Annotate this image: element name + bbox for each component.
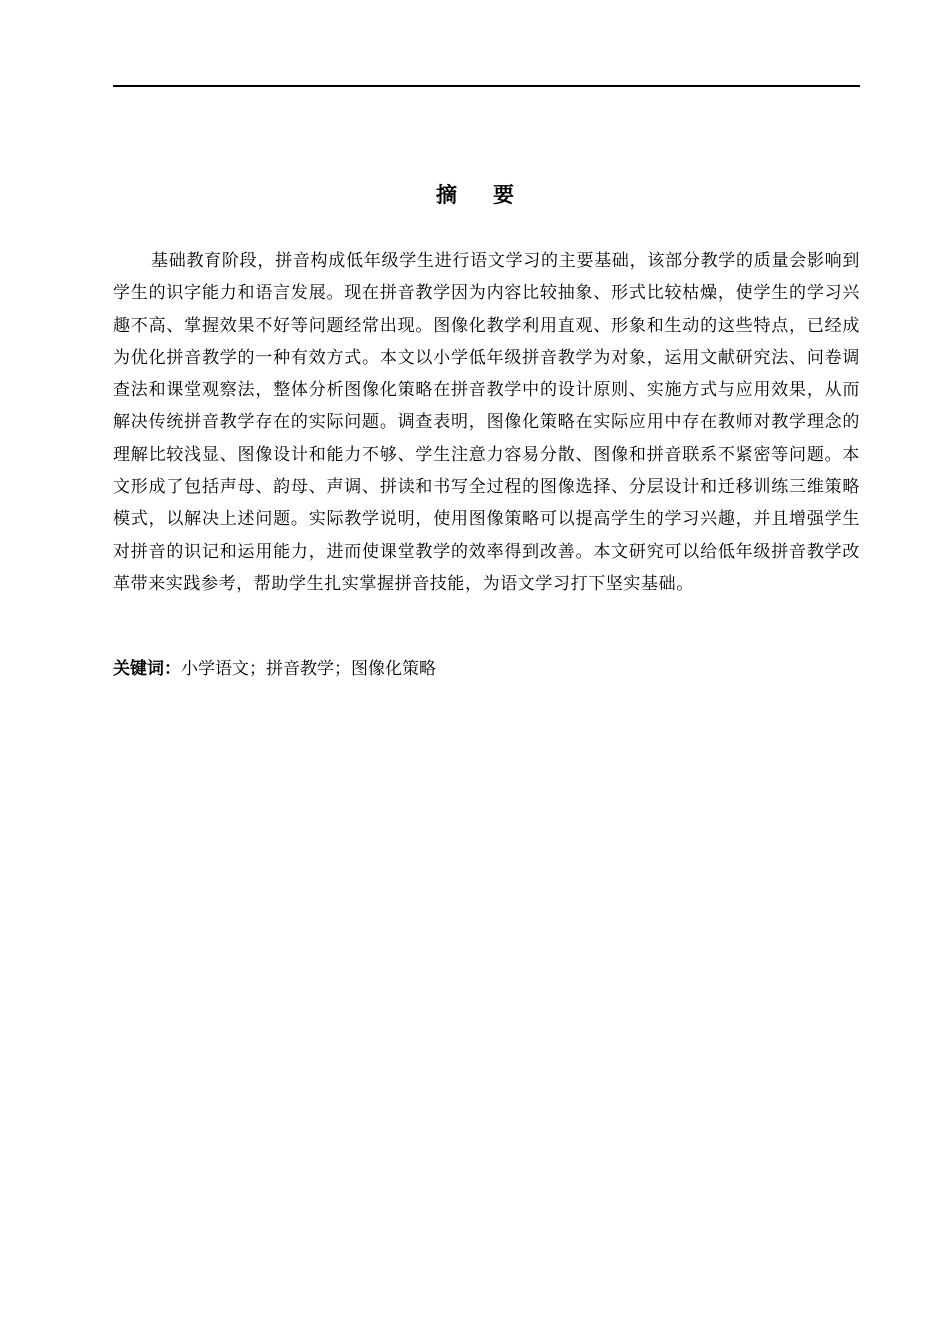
keywords-value: 小学语文；拼音教学；图像化策略 [181, 659, 436, 679]
header-rule [113, 85, 860, 87]
keywords-line [113, 654, 860, 684]
abstract-title: 摘要 [436, 183, 550, 207]
keywords-label: 关键词： [113, 659, 181, 679]
abstract-body: 基础教育阶段，拼音构成低年级学生进行语文学习的主要基础，该部分教学的质量会影响到学生的识字能力和语言发展。现在拼音教学因为内容比较抽象、形式比较枯燥，使学生的学习兴趣不高、掌握效果不好等问题经常出现。图像化教学利用直观、形象和生动的这些特点，已经成为优化拼音教学的一种有效方式。本文以小学低年级拼音教学为对象，运用文献研究法、问卷调查法和课堂观察法，整体分析图像化策略在拼音教学中的设计原则、实施方式与应用效果，从而解决传统拼音教学存在的实际问题。调查表明，图像化策略在实际应用中存在教师对教学理念的理解比较浅显、图像设计和能力不够、学生注意力容易分散、图像和拼音联系不紧密等问题。本文形成了包括声母、韵母、声调、拼读和书写全过程的图像选择、分层设计和迁移训练三维策略模式，以解决上述问题。实际教学说明，使用图像策略可以提高学生的学习兴趣，并且增强学生对拼音的识记和运用能力，进而使课堂教学的效率得到改善。本文研究可以给低年级拼音教学改革带来实践参考，帮助学生扎实掌握拼音技能，为语文学习打下坚实基础。 [113, 251, 860, 594]
